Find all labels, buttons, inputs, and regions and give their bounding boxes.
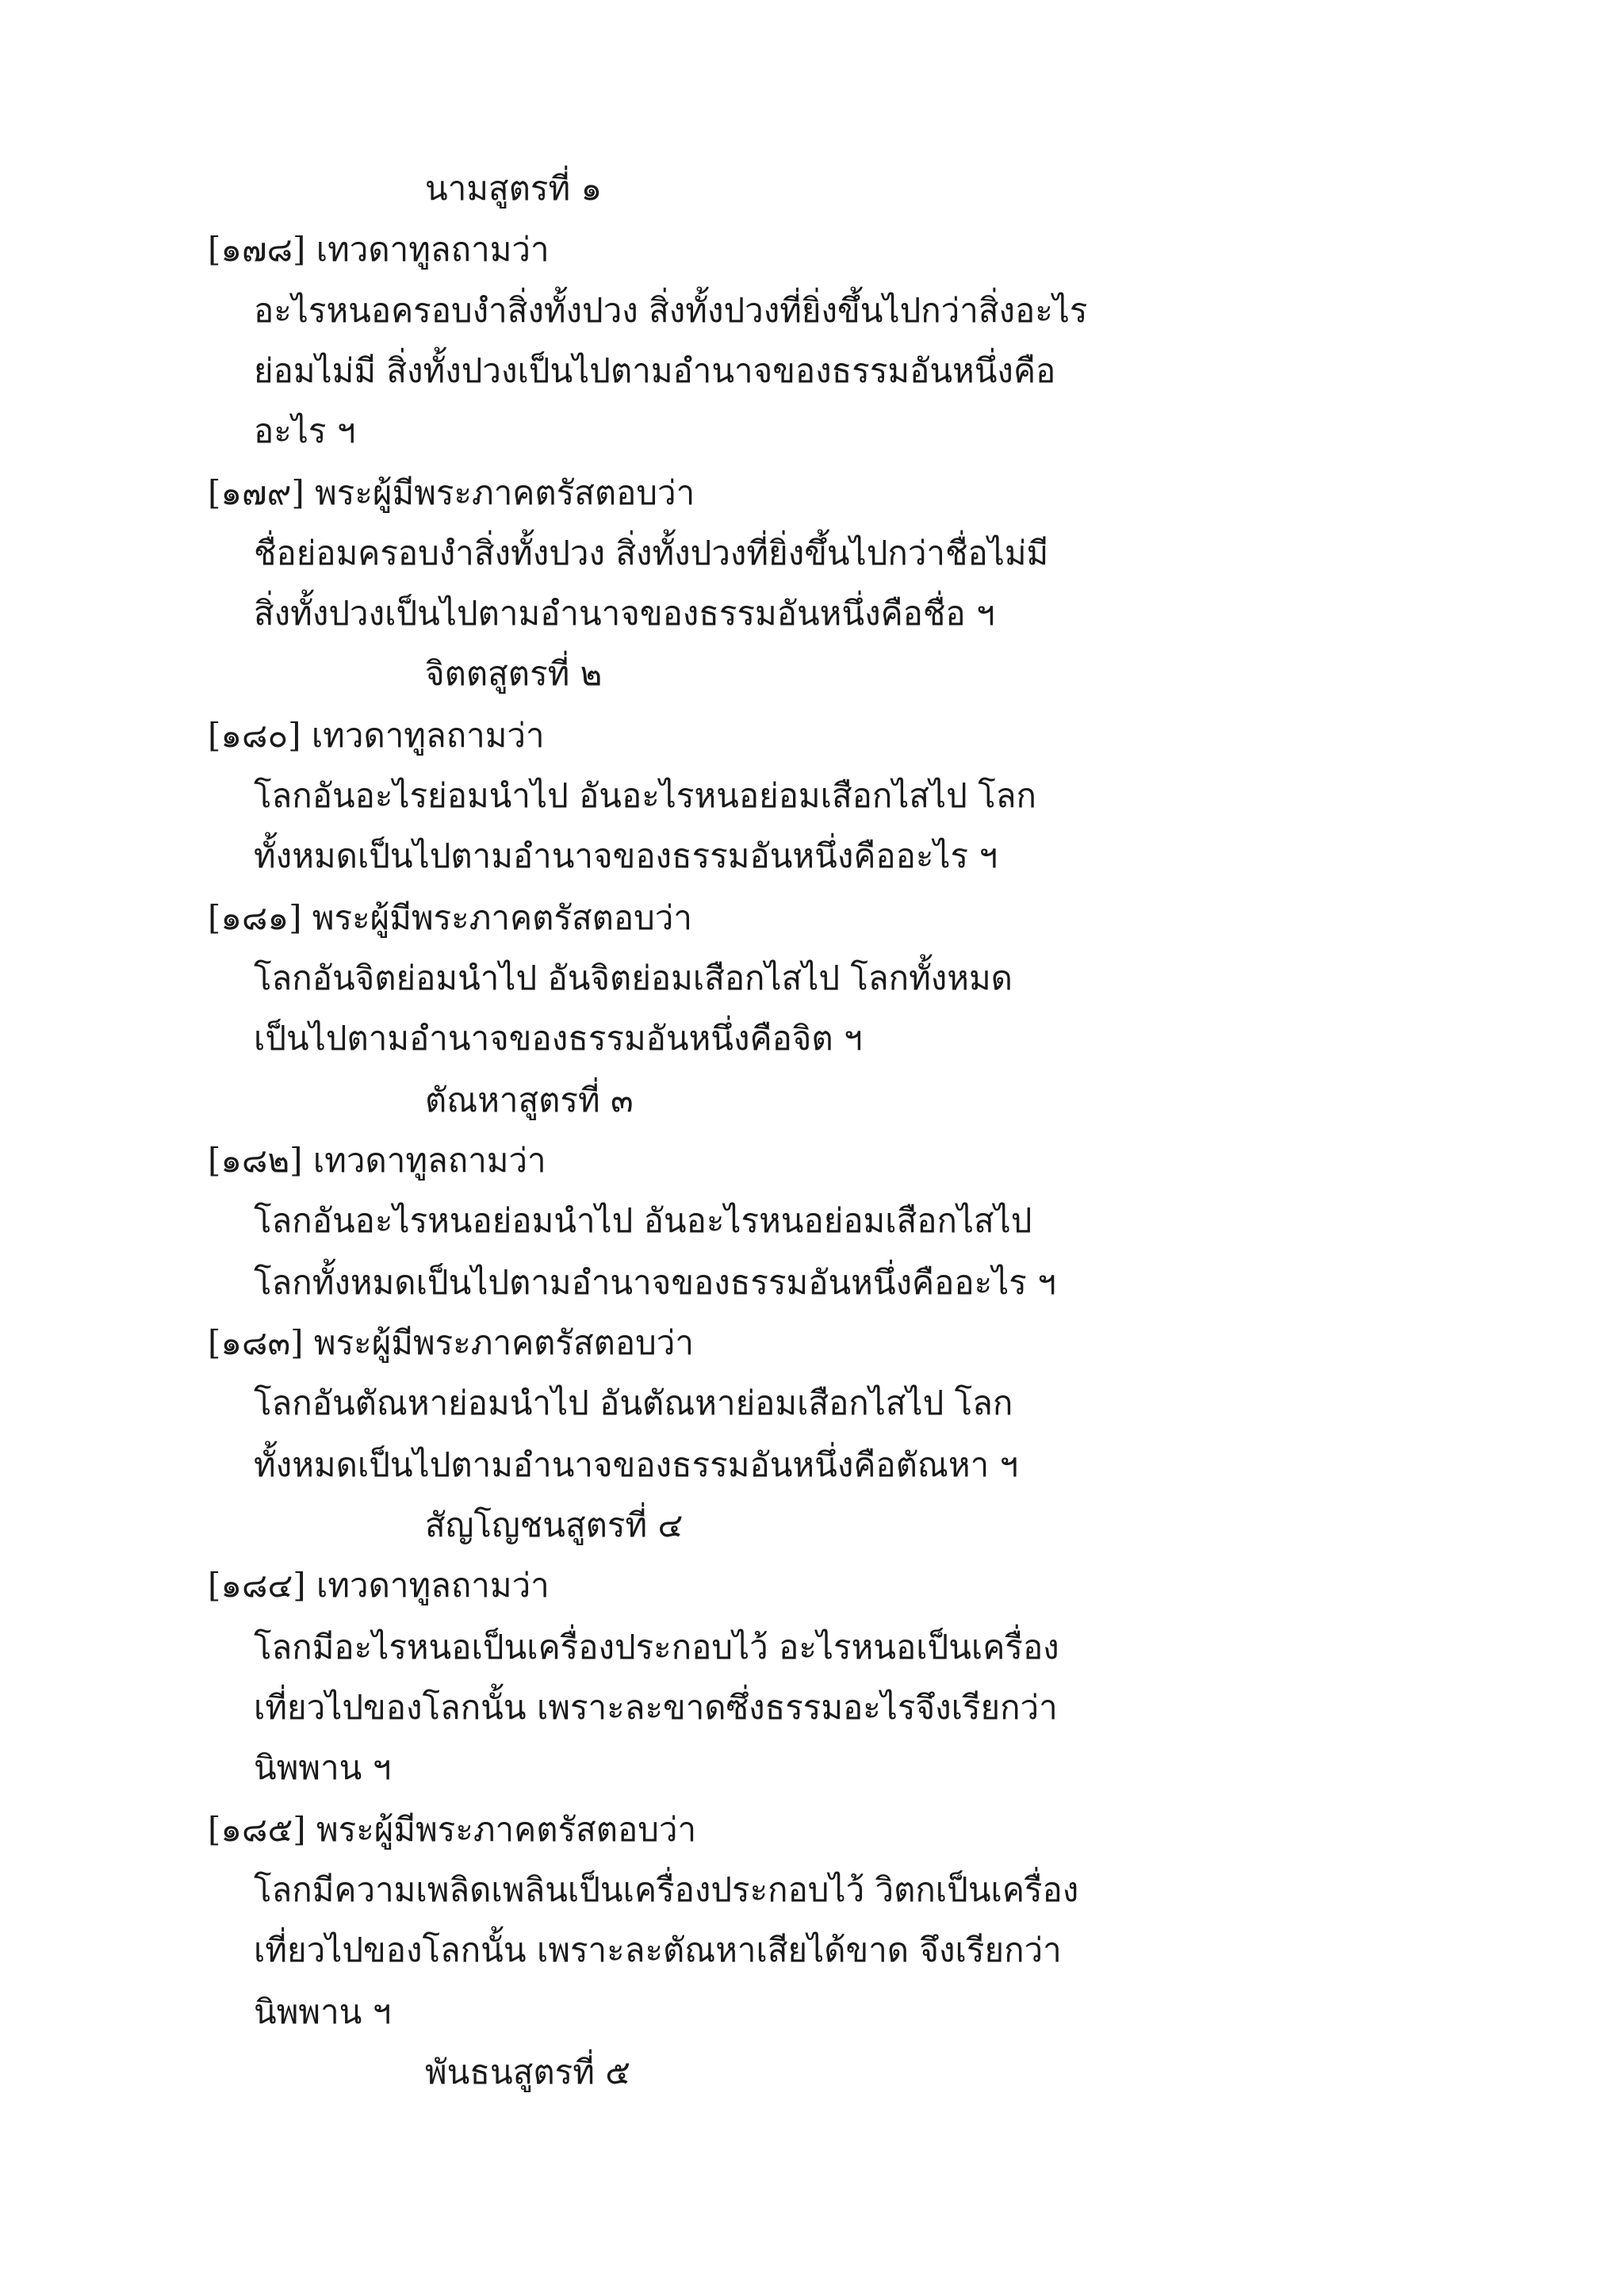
body-line: นิพพาน ฯ [254, 1992, 392, 2031]
verse-182-header: [๑๘๒] เทวดาทูลถามว่า [208, 1141, 546, 1180]
sutta-heading-1: นามสูตรที่ ๑ [425, 169, 603, 208]
body-line: นิพพาน ฯ [254, 1748, 392, 1787]
body-line: อะไรหนอครอบงำสิ่งทั้งปวง สิ่งทั้งปวงที่ยิ่งขึ้นไปกว่าสิ่งอะไร [254, 291, 1088, 330]
body-line: ชื่อย่อมครอบงำสิ่งทั้งปวง สิ่งทั้งปวงที่ยิ่งขึ้นไปกว่าชื่อไม่มี [254, 534, 1049, 572]
verse-185-header: [๑๘๕] พระผู้มีพระภาคตรัสตอบว่า [208, 1810, 697, 1849]
body-line: โลกมีอะไรหนอเป็นเครื่องประกอบไว้ อะไรหนอเป็นเครื่อง [254, 1628, 1059, 1667]
sutta-heading-5: พันธนสูตรที่ ๕ [425, 2053, 631, 2091]
body-line: ทั้งหมดเป็นไปตามอำนาจของธรรมอันหนึ่งคืออะไร ฯ [254, 836, 998, 875]
body-line: โลกอันตัณหาย่อมนำไป อันตัณหาย่อมเสือกไสไป โลก [254, 1383, 1013, 1422]
sutta-heading-2: จิตตสูตรที่ ๒ [425, 654, 603, 693]
body-line: เที่ยวไปของโลกนั้น เพราะละตัณหาเสียได้ขาด จึงเรียกว่า [254, 1931, 1062, 1969]
sutta-heading-4: สัญโญชนสูตรที่ ๔ [425, 1506, 684, 1544]
verse-178-header: [๑๗๘] เทวดาทูลถามว่า [208, 230, 550, 269]
body-line: โลกอันอะไรหนอย่อมนำไป อันอะไรหนอย่อมเสือกไสไป [254, 1201, 1032, 1240]
body-line: เที่ยวไปของโลกนั้น เพราะละขาดซึ่งธรรมอะไรจึงเรียกว่า [254, 1688, 1058, 1727]
body-line: เป็นไปตามอำนาจของธรรมอันหนึ่งคือจิต ฯ [254, 1019, 863, 1058]
verse-184-header: [๑๘๔] เทวดาทูลถามว่า [208, 1566, 550, 1605]
body-line: โลกอันอะไรย่อมนำไป อันอะไรหนอย่อมเสือกไสไป โลก [254, 776, 1036, 815]
body-line: โลกมีความเพลิดเพลินเป็นเครื่องประกอบไว้ วิตกเป็นเครื่อง [254, 1870, 1079, 1909]
body-line: โลกทั้งหมดเป็นไปตามอำนาจของธรรมอันหนึ่งคืออะไร ฯ [254, 1263, 1056, 1302]
body-line: ทั้งหมดเป็นไปตามอำนาจของธรรมอันหนึ่งคือตัณหา ฯ [254, 1445, 1019, 1484]
body-line: สิ่งทั้งปวงเป็นไปตามอำนาจของธรรมอันหนึ่งคือชื่อ ฯ [254, 594, 995, 633]
verse-183-header: [๑๘๓] พระผู้มีพระภาคตรัสตอบว่า [208, 1323, 694, 1362]
verse-179-header: [๑๗๙] พระผู้มีพระภาคตรัสตอบว่า [208, 473, 695, 512]
body-line: โลกอันจิตย่อมนำไป อันจิตย่อมเสือกไสไป โลกทั้งหมด [254, 959, 1013, 997]
body-line: อะไร ฯ [254, 411, 356, 450]
verse-181-header: [๑๘๑] พระผู้มีพระภาคตรัสตอบว่า [208, 898, 692, 937]
sutta-heading-3: ตัณหาสูตรที่ ๓ [425, 1081, 634, 1119]
body-line: ย่อมไม่มี สิ่งทั้งปวงเป็นไปตามอำนาจของธรรมอันหนึ่งคือ [254, 351, 1056, 390]
verse-180-header: [๑๘๐] เทวดาทูลถามว่า [208, 716, 545, 755]
